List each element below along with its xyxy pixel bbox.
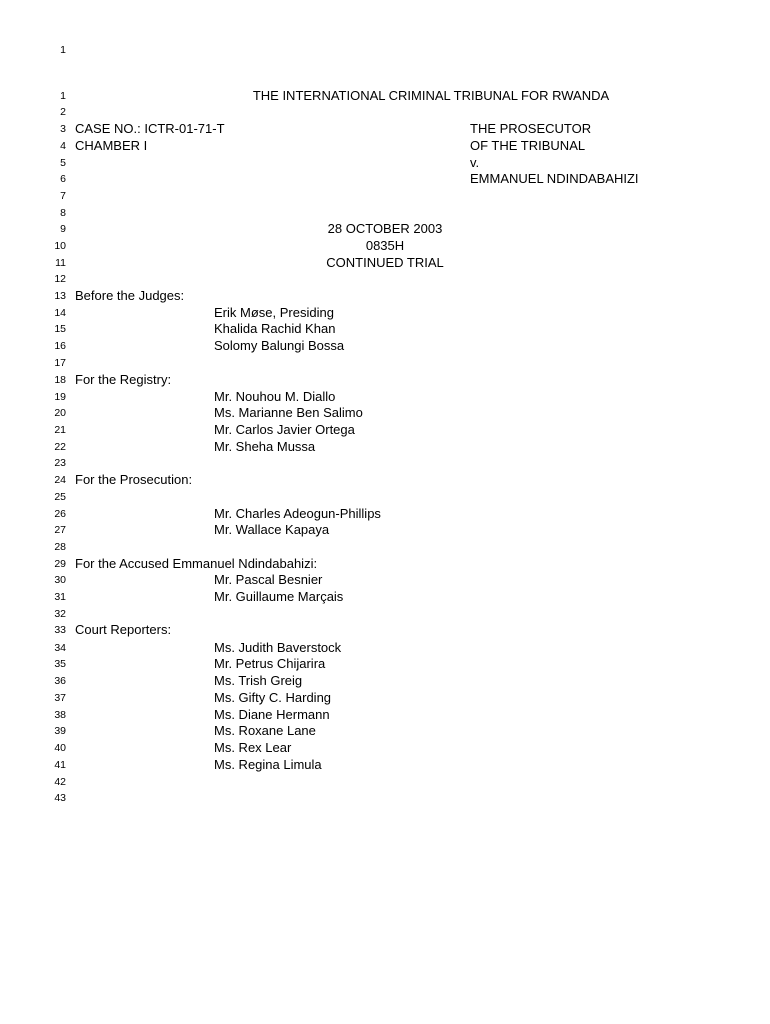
party-prosecutor: THE PROSECUTOR — [470, 121, 592, 136]
line-number: 4 — [60, 140, 66, 152]
transcript-line — [0, 589, 770, 605]
party-tribunal: OF THE TRIBUNAL — [470, 138, 586, 153]
reporter-name: Ms. Roxane Lane — [214, 723, 316, 738]
line-number: 7 — [60, 190, 66, 202]
reporter-name: Ms. Judith Baverstock — [214, 640, 342, 655]
transcript-line — [0, 188, 770, 204]
line-number: 18 — [54, 374, 66, 386]
transcript-line — [0, 321, 770, 337]
transcript-line — [0, 171, 770, 187]
line-number: 11 — [55, 257, 66, 269]
transcript-line — [0, 221, 770, 237]
transcript-line — [0, 104, 770, 120]
reporter-name: Ms. Trish Greig — [214, 673, 303, 688]
session-type: CONTINUED TRIAL — [326, 255, 444, 270]
registry-name: Mr. Sheha Mussa — [214, 439, 316, 454]
transcript-line — [0, 238, 770, 254]
transcript-line — [0, 707, 770, 723]
session-date: 28 OCTOBER 2003 — [327, 221, 443, 236]
line-number: 27 — [54, 524, 66, 536]
judge-name: Erik Møse, Presiding — [214, 305, 334, 320]
line-number: 28 — [54, 541, 66, 553]
registry-name: Mr. Carlos Javier Ortega — [214, 422, 355, 437]
transcript-line — [0, 556, 770, 572]
transcript-line — [0, 288, 770, 304]
registry-name: Mr. Nouhou M. Diallo — [214, 389, 336, 404]
transcript-line — [0, 723, 770, 739]
prosecution-name: Mr. Charles Adeogun-Phillips — [214, 506, 381, 521]
line-number: 13 — [54, 290, 66, 302]
reporter-name: Ms. Gifty C. Harding — [214, 690, 332, 705]
line-number: 21 — [54, 424, 66, 436]
line-number: 22 — [54, 441, 66, 453]
line-number: 14 — [54, 307, 66, 319]
transcript-line — [0, 439, 770, 455]
line-number: 9 — [60, 223, 66, 235]
section-label-judges: Before the Judges: — [75, 288, 185, 303]
line-number: 29 — [54, 558, 66, 570]
line-number: 37 — [54, 692, 66, 704]
line-number: 30 — [54, 574, 66, 586]
line-number: 19 — [54, 391, 66, 403]
transcript-line — [0, 757, 770, 773]
transcript-line — [0, 572, 770, 588]
line-number: 6 — [60, 173, 66, 185]
line-number: 1 — [60, 90, 66, 102]
case-number: CASE NO.: ICTR-01-71-T — [75, 121, 225, 136]
transcript-line — [0, 389, 770, 405]
transcript-line — [0, 656, 770, 672]
transcript-line — [0, 88, 770, 104]
reporter-name: Ms. Rex Lear — [214, 740, 292, 755]
judge-name: Solomy Balungi Bossa — [214, 338, 345, 353]
transcript-line — [0, 690, 770, 706]
party-versus: v. — [470, 155, 480, 170]
tribunal-title: THE INTERNATIONAL CRIMINAL TRIBUNAL FOR RWANDA — [252, 88, 610, 103]
line-number: 31 — [54, 591, 66, 603]
transcript-line — [0, 271, 770, 287]
section-label-registry: For the Registry: — [75, 372, 172, 387]
line-number: 42 — [54, 776, 66, 788]
line-number: 38 — [54, 709, 66, 721]
line-number: 41 — [54, 759, 66, 771]
transcript-line — [0, 138, 770, 154]
prosecution-name: Mr. Wallace Kapaya — [214, 522, 330, 537]
transcript-line — [0, 606, 770, 622]
line-number: 20 — [54, 407, 66, 419]
line-number: 40 — [54, 742, 66, 754]
defence-name: Mr. Guillaume Marçais — [214, 589, 344, 604]
transcript-line — [0, 338, 770, 354]
transcript-line — [0, 455, 770, 471]
line-number: 25 — [54, 491, 66, 503]
defence-name: Mr. Pascal Besnier — [214, 572, 323, 587]
section-label-defence: For the Accused Emmanuel Ndindabahizi: — [75, 556, 318, 571]
line-number: 34 — [54, 642, 66, 654]
transcript-line — [0, 472, 770, 488]
transcript-line — [0, 522, 770, 538]
judge-name: Khalida Rachid Khan — [214, 321, 336, 336]
line-number: 12 — [54, 273, 66, 285]
transcript-line — [0, 355, 770, 371]
section-label-reporters: Court Reporters: — [75, 622, 172, 637]
transcript-line — [0, 372, 770, 388]
session-time: 0835H — [365, 238, 405, 253]
line-number: 23 — [54, 457, 66, 469]
line-number: 35 — [54, 658, 66, 670]
transcript-line — [0, 155, 770, 171]
transcript-line — [0, 774, 770, 790]
transcript-line — [0, 422, 770, 438]
line-number: 2 — [60, 106, 66, 118]
line-number: 5 — [60, 157, 66, 169]
line-number: 3 — [60, 123, 66, 135]
transcript-line — [0, 622, 770, 638]
transcript-line — [0, 405, 770, 421]
chamber: CHAMBER I — [75, 138, 148, 153]
transcript-line — [0, 539, 770, 555]
registry-name: Ms. Marianne Ben Salimo — [214, 405, 363, 420]
line-number: 43 — [54, 792, 66, 804]
line-number: 17 — [54, 357, 66, 369]
line-number: 15 — [54, 323, 66, 335]
line-number: 33 — [54, 624, 66, 636]
line-number: 16 — [54, 340, 66, 352]
transcript-line — [0, 506, 770, 522]
line-number: 32 — [54, 608, 66, 620]
transcript-line — [0, 640, 770, 656]
transcript-line — [0, 305, 770, 321]
reporter-name: Mr. Petrus Chijarira — [214, 656, 326, 671]
transcript-line — [0, 673, 770, 689]
transcript-line — [0, 255, 770, 271]
transcript-line — [0, 489, 770, 505]
line-number: 24 — [54, 474, 66, 486]
section-label-prosecution: For the Prosecution: — [75, 472, 193, 487]
reporter-name: Ms. Regina Limula — [214, 757, 322, 772]
transcript-line — [0, 205, 770, 221]
line-number: 36 — [54, 675, 66, 687]
line-number: 26 — [54, 508, 66, 520]
transcript-line — [0, 121, 770, 137]
transcript-line — [0, 740, 770, 756]
line-number: 8 — [60, 207, 66, 219]
transcript-line — [0, 790, 770, 806]
party-accused: EMMANUEL NDINDABAHIZI — [470, 171, 639, 186]
line-number: 10 — [54, 240, 66, 252]
reporter-name: Ms. Diane Hermann — [214, 707, 330, 722]
line-number: 39 — [54, 725, 66, 737]
page-number: 1 — [60, 44, 66, 56]
